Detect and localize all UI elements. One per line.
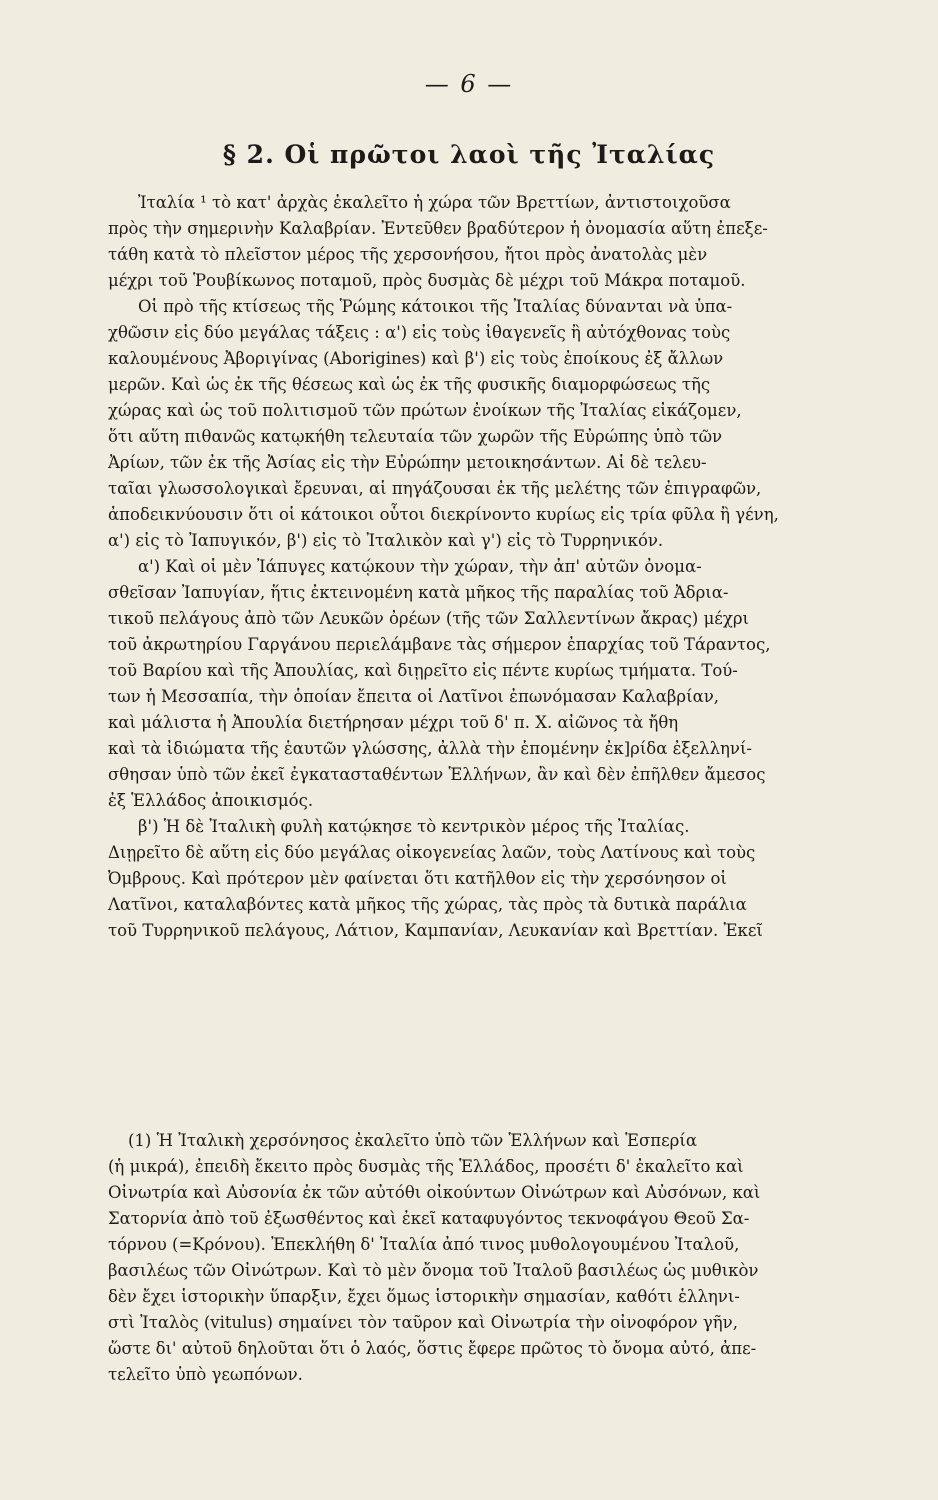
body-line: ὅτι αὕτη πιθανῶς κατῳκήθη τελευταία τῶν χωρῶν τῆς Εὐρώπης ὑπὸ τῶν [108, 427, 723, 446]
section-heading: § 2. Οἱ πρῶτοι λαοὶ τῆς Ἰταλίας [222, 140, 716, 169]
footnote-line: (ἡ μικρά), ἐπειδὴ ἔκειτο πρὸς δυσμὰς τῆς Ἑλλάδος, προσέτι δ' ἐκαλεῖτο καὶ [108, 1157, 744, 1176]
body-line: χθῶσιν εἰς δύο μεγάλας τάξεις : α') εἰς τοὺς ἰθαγενεῖς ἢ αὐτόχθονας τοὺς [108, 323, 731, 342]
body-line: τικοῦ πελάγους ἀπὸ τῶν Λευκῶν ὀρέων (τῆς τῶν Σαλλεντίνων ἄκρας) μέχρι [108, 609, 750, 628]
body-line: ἐξ Ἑλλάδος ἀποικισμός. [108, 791, 314, 810]
body-line: α') εἰς τὸ Ἰαπυγικόν, β') εἰς τὸ Ἰταλικὸν καὶ γ') εἰς τὸ Τυρρηνικόν. [108, 531, 664, 550]
body-line: Ὀμβρους. Καὶ πρότερον μὲν φαίνεται ὅτι κατῆλθον εἰς τὴν χερσόνησον οἱ [108, 869, 727, 888]
body-line: των ἡ Μεσσαπία, τὴν ὁποίαν ἔπειτα οἱ Λατῖνοι ἐπωνόμασαν Καλαβρίαν, [108, 687, 720, 706]
footnote-line: δὲν ἔχει ἱστορικὴν ὕπαρξιν, ἔχει ὅμως ἱστορικὴν σημασίαν, καθότι ἑλληνι- [108, 1287, 740, 1306]
footnotes [108, 1128, 868, 1388]
body-line: πρὸς τὴν σημερινὴν Καλαβρίαν. Ἐντεῦθεν βραδύτερον ἡ ὀνομασία αὕτη ἐπεξε- [108, 219, 768, 238]
body-line: Οἱ πρὸ τῆς κτίσεως τῆς Ῥώμης κάτοικοι τῆς Ἰταλίας δύνανται νὰ ὑπα- [138, 297, 733, 316]
body-line: σθεῖσαν Ἰαπυγίαν, ἥτις ἐκτεινομένη κατὰ μῆκος τῆς παραλίας τοῦ Ἀδρια- [108, 583, 729, 602]
footnote-line: ὥστε δι' αὐτοῦ δηλοῦται ὅτι ὁ λαός, ὅστις ἔφερε πρῶτος τὸ ὄνομα αὐτό, ἀπε- [108, 1339, 757, 1358]
body-line: α') Καὶ οἱ μὲν Ἰάπυγες κατῴκουν τὴν χώραν, τὴν ἀπ' αὐτῶν ὀνομα- [138, 557, 702, 576]
body-line: τάθη κατὰ τὸ πλεῖστον μέρος τῆς χερσονήσου, ἤτοι πρὸς ἀνατολὰς μὲν [108, 245, 708, 264]
body-line: χώρας καὶ ὡς τοῦ πολιτισμοῦ τῶν πρώτων ἐνοίκων τῆς Ἰταλίας εἰκάζομεν, [108, 401, 742, 420]
footnote-line: στὶ Ἰταλὸς (vitulus) σημαίνει τὸν ταῦρον καὶ Οἰνωτρία τὴν οἰνοφόρον γῆν, [108, 1313, 738, 1332]
body-line: Ἰταλία ¹ τὸ κατ' ἀρχὰς ἐκαλεῖτο ἡ χώρα τῶν Βρεττίων, ἀντιστοιχοῦσα [138, 193, 731, 212]
footnote-line: τελεῖτο ὑπὸ γεωπόνων. [108, 1365, 303, 1384]
footnote-line: (1) Ἡ Ἰταλικὴ χερσόνησος ἐκαλεῖτο ὑπὸ τῶν Ἑλλήνων καὶ Ἑσπερία [128, 1131, 697, 1150]
body-line: μερῶν. Καὶ ὡς ἐκ τῆς θέσεως καὶ ὡς ἐκ τῆς φυσικῆς διαμορφώσεως τῆς [108, 375, 711, 394]
body-line: σθησαν ὑπὸ τῶν ἐκεῖ ἐγκατασταθέντων Ἑλλήνων, ἂν καὶ δὲν ἐπῆλθεν ἄμεσος [108, 765, 766, 784]
page-number: — 6 — [424, 70, 514, 98]
footnote-line: Οἰνωτρία καὶ Αὐσονία ἐκ τῶν αὐτόθι οἰκούντων Οἰνώτρων καὶ Αὐσόνων, καὶ [108, 1183, 761, 1202]
body-line: καὶ τὰ ἰδιώματα τῆς ἑαυτῶν γλώσσης, ἀλλὰ τὴν ἑπομένην ἐκ]ρίδα ἐξελληνί- [108, 739, 752, 758]
footnote-line: βασιλέως τῶν Οἰνώτρων. Καὶ τὸ μὲν ὄνομα τοῦ Ἰταλοῦ βασιλέως ὡς μυθικὸν [108, 1261, 759, 1280]
body-line: ἀποδεικνύουσιν ὅτι οἱ κάτοικοι οὗτοι διεκρίνοντο κυρίως εἰς τρία φῦλα ἢ γένη, [108, 505, 779, 524]
body-line: Διῃρεῖτο δὲ αὕτη εἰς δύο μεγάλας οἰκογενείας λαῶν, τοὺς Λατίνους καὶ τοὺς [108, 843, 756, 862]
footnote-line: τόρνου (=Κρόνου). Ἐπεκλήθη δ' Ἰταλία ἀπό τινος μυθολογουμένου Ἰταλοῦ, [108, 1235, 740, 1254]
body-line: μέχρι τοῦ Ῥουβίκωνος ποταμοῦ, πρὸς δυσμὰς δὲ μέχρι τοῦ Μάκρα ποταμοῦ. [108, 271, 746, 290]
body-line: καὶ μάλιστα ἡ Ἀπουλία διετήρησαν μέχρι τοῦ δ' π. Χ. αἰῶνος τὰ ἤθη [108, 713, 679, 732]
body-line: Λατῖνοι, καταλαβόντες κατὰ μῆκος τῆς χώρας, τὰς πρὸς τὰ δυτικὰ παράλια [108, 895, 747, 914]
footnote-line: Σατορνία ἀπὸ τοῦ ἐξωσθέντος καὶ ἐκεῖ καταφυγόντος τεκνοφάγου Θεοῦ Σα- [108, 1209, 750, 1228]
body-line: τοῦ ἀκρωτηρίου Γαργάνου περιελάμβανε τὰς σήμερον ἐπαρχίας τοῦ Τάραντος, [108, 635, 771, 654]
body-line: Ἀρίων, τῶν ἐκ τῆς Ἀσίας εἰς τὴν Εὐρώπην μετοικησάντων. Αἱ δὲ τελευ- [108, 453, 707, 472]
body-line: ταῖαι γλωσσολογικαὶ ἔρευναι, αἱ πηγάζουσαι ἐκ τῆς μελέτης τῶν ἐπιγραφῶν, [108, 479, 762, 498]
body-line: τοῦ Τυρρηνικοῦ πελάγους, Λάτιον, Καμπανίαν, Λευκανίαν καὶ Βρεττίαν. Ἐκεῖ [108, 921, 763, 940]
body-line: β') Ἡ δὲ Ἰταλικὴ φυλὴ κατῴκησε τὸ κεντρικὸν μέρος τῆς Ἰταλίας. [138, 817, 690, 836]
body-line: καλουμένους Ἀβοριγίνας (Aborigines) καὶ β') εἰς τοὺς ἐποίκους ἐξ ἄλλων [108, 349, 724, 368]
body-line: τοῦ Βαρίου καὶ τῆς Ἀπουλίας, καὶ διῃρεῖτο εἰς πέντε κυρίως τμήματα. Τού- [108, 661, 738, 680]
body-text [108, 190, 868, 944]
